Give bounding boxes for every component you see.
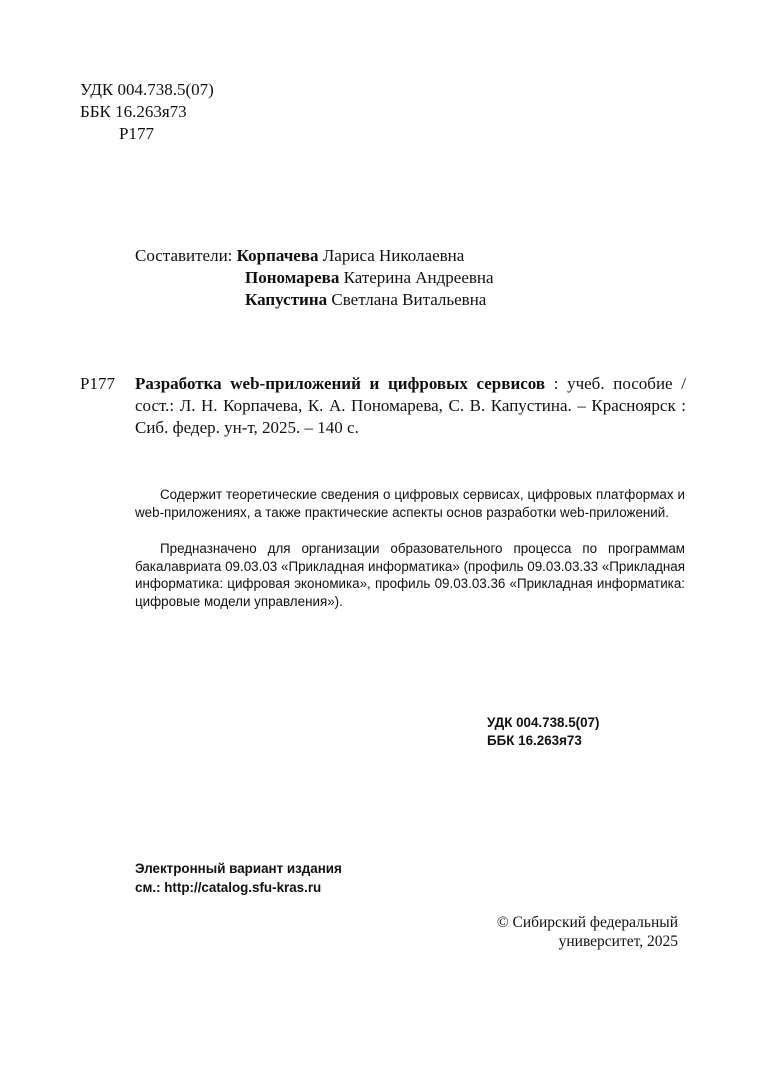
bbk-code: ББК 16.263я73 [80,102,187,121]
compiler-line-1 [135,245,464,267]
copyright-line-1: © Сибирский федеральный [496,914,678,931]
compiler-line-2 [245,267,494,289]
udk-code: УДК 004.738.5(07) [80,80,214,99]
udk-code-bottom: УДК 004.738.5(07) [487,715,600,730]
bbk-code-bottom: ББК 16.263я73 [487,733,582,748]
author-sign: Р177 [119,124,154,143]
compiler-surname: Капустина [245,290,328,309]
compiler-surname: Корпачева [236,246,319,265]
bibliographic-description [135,373,686,439]
electronic-version-label: Электронный вариант издания [135,861,342,876]
compilers-label: Составители: [135,246,233,265]
compiler-surname: Пономарева [245,268,340,287]
annotation-paragraph-1: Содержит теоретические сведения о цифровых сервисах, цифровых платформах и web-приложениях, а также практические аспекты основ разработки web-приложений. [135,487,685,520]
compiler-given-name: Лариса Николаевна [322,246,465,265]
bibliographic-details: : учеб. пособие / сост.: Л. Н. Корпачева, К. А. Пономарева, С. В. Капустина. – Красноярск : Сиб. федер. ун-т, 2025. – 140 с. [135,374,686,437]
compiler-line-3 [245,289,486,311]
bibliographic-author-sign: Р177 [80,374,115,393]
copyright-line-2: университет, 2025 [558,933,678,950]
compiler-given-name: Катерина Андреевна [343,268,494,287]
annotation-paragraph-2: Предназначено для организации образовательного процесса по программам бакалавриата 09.03.03 «Прикладная информатика» (профиль 09.03.03.33 «Прикладная информатика: цифровая экономика», профиль 09.03.03.36 «Прикладная информатика: цифровые модели управления»). [135,541,685,609]
compiler-given-name: Светлана Витальевна [331,290,487,309]
electronic-version-link: см.: http://catalog.sfu-kras.ru [135,880,322,895]
book-title: Разработка web-приложений и цифровых сервисов [135,374,546,393]
